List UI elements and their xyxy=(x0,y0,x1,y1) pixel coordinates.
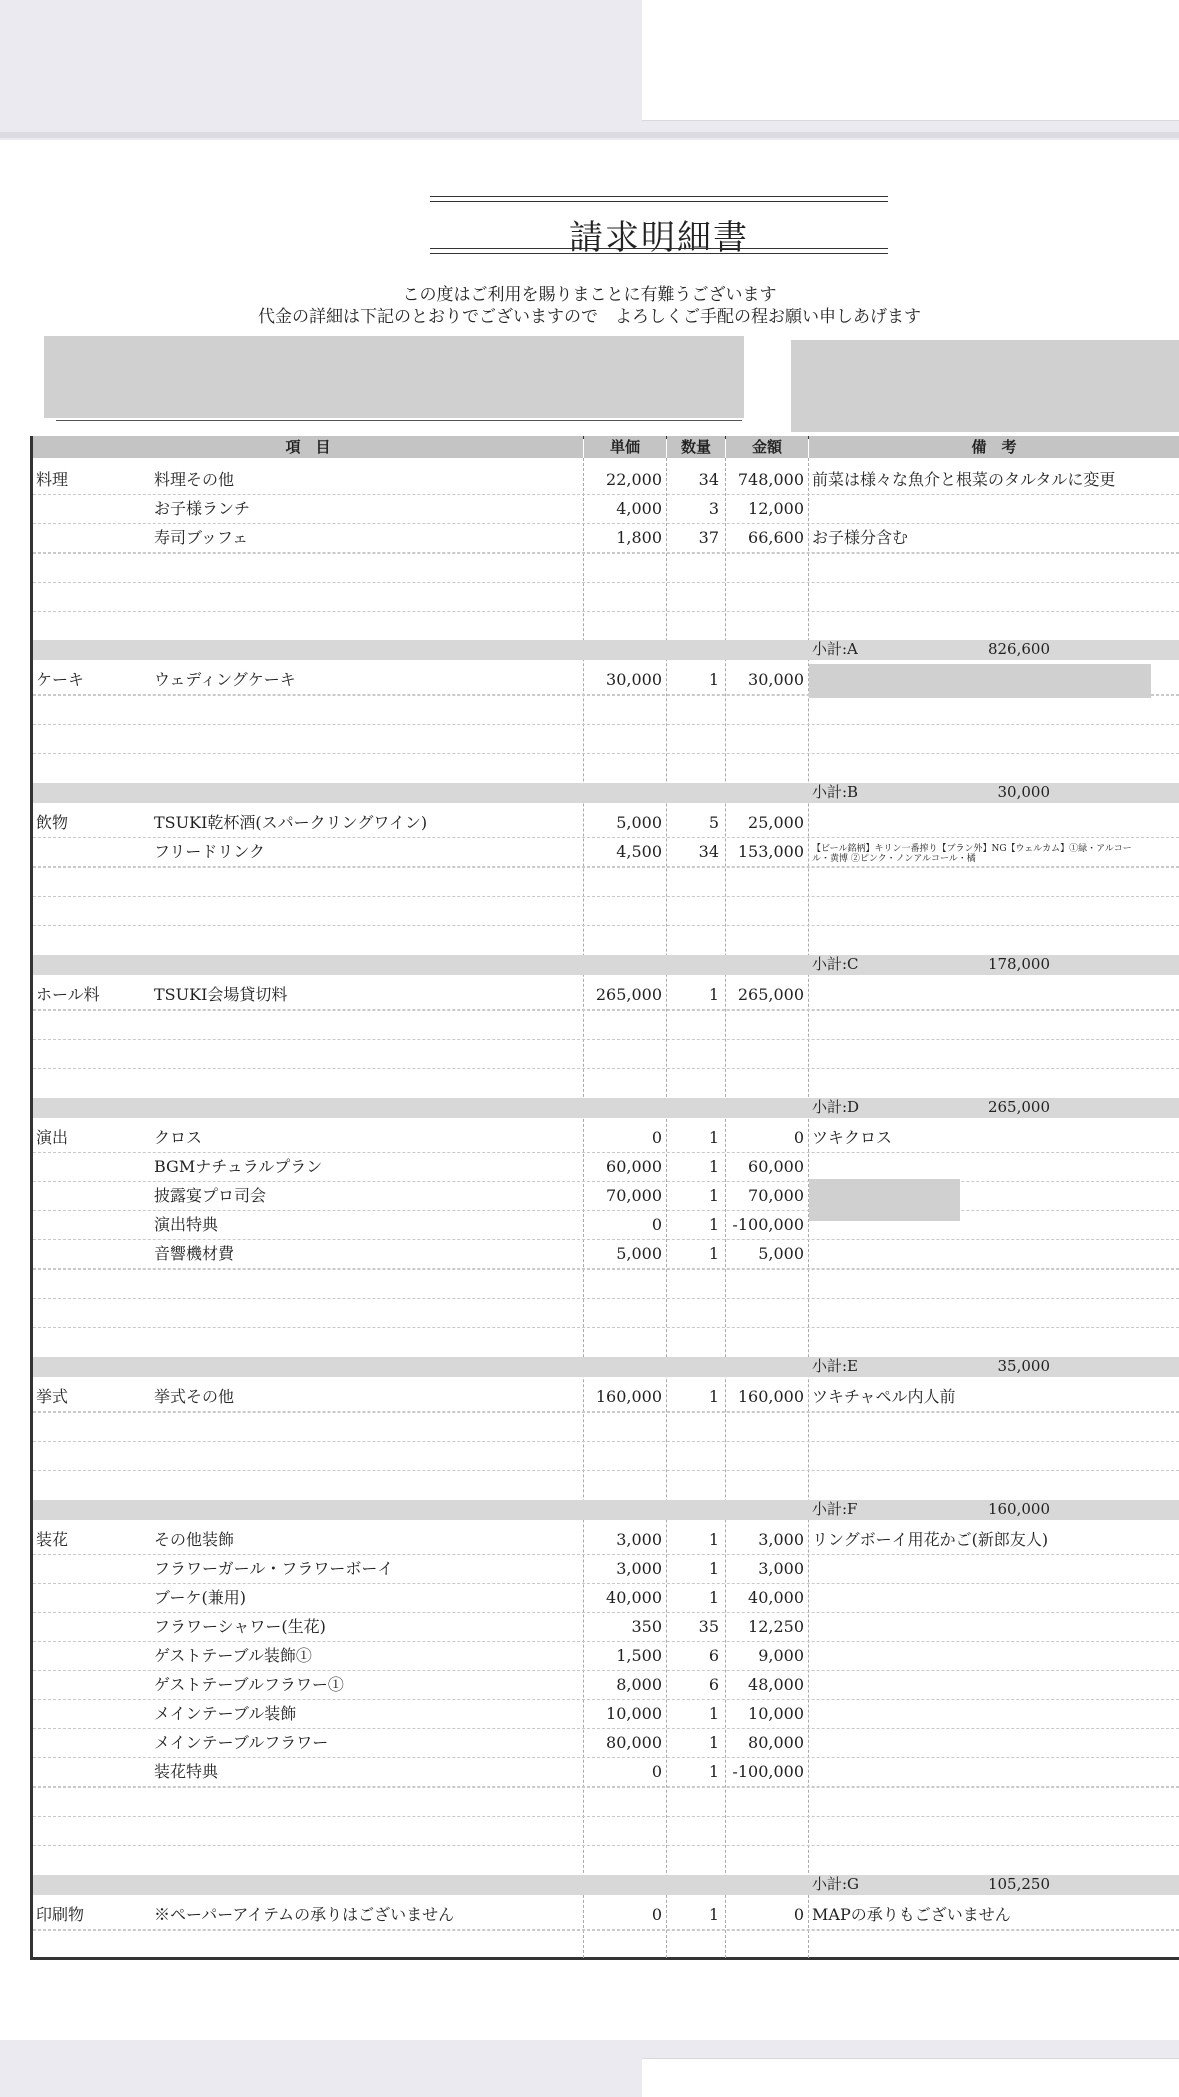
quantity: 1 xyxy=(708,1186,719,1205)
row-divider xyxy=(33,867,1179,868)
unit-price: 0 xyxy=(651,1128,662,1147)
unit-price: 265,000 xyxy=(595,985,662,1004)
unit-price: 1,500 xyxy=(616,1646,662,1665)
item-name: メインテーブル装飾 xyxy=(154,1704,297,1723)
category-label: 印刷物 xyxy=(36,1905,85,1924)
quantity: 1 xyxy=(708,1559,719,1578)
quantity: 1 xyxy=(708,1588,719,1607)
row-divider xyxy=(33,925,1179,926)
amount: 3,000 xyxy=(758,1530,804,1549)
row-divider xyxy=(33,1441,1179,1442)
unit-price: 1,800 xyxy=(616,528,662,547)
amount: 25,000 xyxy=(748,813,804,832)
remark: ツキクロス xyxy=(812,1128,893,1147)
unit-price: 0 xyxy=(651,1215,662,1234)
item-name: クロス xyxy=(154,1128,203,1147)
item-name: 挙式その他 xyxy=(154,1387,235,1406)
quantity: 1 xyxy=(708,1733,719,1752)
amount: 30,000 xyxy=(748,670,804,689)
row-divider xyxy=(33,1269,1179,1270)
quantity: 1 xyxy=(708,1905,719,1924)
unit-price: 4,000 xyxy=(616,499,662,518)
item-name: 装花特典 xyxy=(154,1762,219,1781)
item-name: TSUKI会場貸切料 xyxy=(154,985,288,1004)
subtotal-label: 小計:G xyxy=(812,1875,860,1893)
unit-price: 8,000 xyxy=(616,1675,662,1694)
subtotal-value: 160,000 xyxy=(987,1500,1050,1518)
row-divider xyxy=(33,1845,1179,1846)
row-divider xyxy=(33,1787,1179,1788)
amount: 66,600 xyxy=(748,528,804,547)
amount: 70,000 xyxy=(748,1186,804,1205)
unit-price: 22,000 xyxy=(606,470,662,489)
unit-price: 0 xyxy=(651,1905,662,1924)
amount: 48,000 xyxy=(748,1675,804,1694)
amount: -100,000 xyxy=(732,1215,804,1234)
item-name: お子様ランチ xyxy=(154,499,251,518)
item-name: ゲストテーブルフラワー① xyxy=(154,1675,344,1694)
amount: 10,000 xyxy=(748,1704,804,1723)
item-name: 披露宴プロ司会 xyxy=(154,1186,267,1205)
customer-underline xyxy=(56,420,742,421)
remark: お子様分含む xyxy=(812,528,909,547)
quantity: 37 xyxy=(698,528,719,547)
quantity: 1 xyxy=(708,1244,719,1263)
remark: ツキチャペル内人前 xyxy=(812,1387,956,1406)
subtotal-label: 小計:A xyxy=(812,640,858,658)
item-name: ブーケ(兼用) xyxy=(154,1588,247,1607)
header-amount: 金額 xyxy=(726,436,808,458)
category-label: ケーキ xyxy=(36,670,85,689)
title-block xyxy=(430,196,888,258)
quantity: 1 xyxy=(708,1704,719,1723)
row-divider xyxy=(33,1298,1179,1299)
document-title: 請求明細書 xyxy=(569,218,749,258)
quantity: 6 xyxy=(708,1646,719,1665)
category-label: 飲物 xyxy=(36,813,69,832)
remark: リングボーイ用花かご(新郎友人) xyxy=(812,1530,1049,1549)
quantity: 1 xyxy=(708,1530,719,1549)
category-label: 料理 xyxy=(36,470,69,489)
item-name: ゲストテーブル装飾① xyxy=(154,1646,312,1665)
item-name: 音響機材費 xyxy=(154,1244,235,1263)
quantity: 1 xyxy=(708,1762,719,1781)
item-name: ※ペーパーアイテムの承りはございません xyxy=(154,1905,455,1924)
unit-price: 10,000 xyxy=(606,1704,662,1723)
subtotal-value: 826,600 xyxy=(987,640,1050,658)
header-remarks: 備 考 xyxy=(809,436,1179,458)
row-divider xyxy=(33,1039,1179,1040)
amount: 153,000 xyxy=(737,842,804,861)
item-name: フラワーガール・フラワーボーイ xyxy=(154,1559,394,1578)
item-name: ウェディングケーキ xyxy=(154,670,296,689)
subtotal-value: 105,250 xyxy=(987,1875,1050,1893)
row-divider xyxy=(33,1010,1179,1011)
unit-price: 30,000 xyxy=(606,670,662,689)
subtotal-value: 30,000 xyxy=(997,783,1050,801)
row-divider xyxy=(33,724,1179,725)
row-divider xyxy=(33,1327,1179,1328)
unit-price: 4,500 xyxy=(616,842,662,861)
unit-price: 0 xyxy=(651,1762,662,1781)
subtotal-value: 35,000 xyxy=(997,1357,1050,1375)
amount: 60,000 xyxy=(748,1157,804,1176)
row-divider xyxy=(33,582,1179,583)
row-divider xyxy=(33,1412,1179,1413)
amount: 80,000 xyxy=(748,1733,804,1752)
quantity: 34 xyxy=(698,842,719,861)
unit-price: 40,000 xyxy=(606,1588,662,1607)
amount: 9,000 xyxy=(758,1646,804,1665)
page-gap xyxy=(0,132,1179,138)
redacted-mc-remark xyxy=(809,1179,960,1221)
item-name: 寿司ブッフェ xyxy=(154,528,249,547)
quantity: 1 xyxy=(708,985,719,1004)
unit-price: 60,000 xyxy=(606,1157,662,1176)
amount: 160,000 xyxy=(737,1387,804,1406)
item-name: 料理その他 xyxy=(154,470,235,489)
amount: 12,000 xyxy=(748,499,804,518)
remark: 【ビール銘柄】キリン一番搾り【ブラン外】NG【ウェルカム】①緑・アルコール・黄博 ②ピンク・ノンアルコール・橘 xyxy=(812,844,1132,864)
item-name: 演出特典 xyxy=(154,1215,219,1234)
item-name: その他装飾 xyxy=(154,1530,235,1549)
unit-price: 80,000 xyxy=(606,1733,662,1752)
redacted-info-right xyxy=(791,340,1179,432)
unit-price: 3,000 xyxy=(616,1530,662,1549)
quantity: 35 xyxy=(698,1617,719,1636)
category-label: ホール料 xyxy=(36,985,100,1004)
intro-line-2: 代金の詳細は下記のとおりでございますので よろしくご手配の程お願い申しあげます xyxy=(258,307,921,327)
unit-price: 5,000 xyxy=(616,1244,662,1263)
category-label: 装花 xyxy=(36,1530,69,1549)
amount: 3,000 xyxy=(758,1559,804,1578)
quantity: 34 xyxy=(698,470,719,489)
item-name: メインテーブルフラワー xyxy=(154,1733,329,1752)
subtotal-label: 小計:F xyxy=(812,1500,858,1518)
unit-price: 3,000 xyxy=(616,1559,662,1578)
quantity: 5 xyxy=(708,813,719,832)
quantity: 1 xyxy=(708,1157,719,1176)
header-item: 項 目 xyxy=(33,436,583,458)
header-qty: 数量 xyxy=(667,436,725,458)
quantity: 1 xyxy=(708,1215,719,1234)
item-name: フリードリンク xyxy=(154,842,266,861)
amount: 12,250 xyxy=(748,1617,804,1636)
subtotal-label: 小計:D xyxy=(812,1098,860,1116)
unit-price: 160,000 xyxy=(595,1387,662,1406)
row-divider xyxy=(33,753,1179,754)
quantity: 1 xyxy=(708,1128,719,1147)
row-divider xyxy=(33,611,1179,612)
item-name: フラワーシャワー(生花) xyxy=(154,1617,326,1636)
quantity: 1 xyxy=(708,1387,719,1406)
category-label: 演出 xyxy=(36,1128,69,1147)
remark: 前菜は様々な魚介と根菜のタルタルに変更 xyxy=(812,470,1116,489)
item-name: TSUKI乾杯酒(スパークリングワイン) xyxy=(154,813,428,832)
subtotal-value: 265,000 xyxy=(987,1098,1050,1116)
row-divider xyxy=(33,1068,1179,1069)
quantity: 3 xyxy=(708,499,719,518)
amount: 0 xyxy=(793,1905,804,1924)
category-label: 挙式 xyxy=(36,1387,69,1406)
amount: 40,000 xyxy=(748,1588,804,1607)
amount: 0 xyxy=(793,1128,804,1147)
row-divider xyxy=(33,553,1179,554)
unit-price: 70,000 xyxy=(606,1186,662,1205)
row-divider xyxy=(33,896,1179,897)
next-page-card xyxy=(642,2058,1179,2097)
subtotal-label: 小計:C xyxy=(812,955,859,973)
amount: 748,000 xyxy=(737,470,804,489)
intro-line-1: この度はご利用を賜りまことに有難うございます xyxy=(402,285,777,305)
subtotal-label: 小計:B xyxy=(812,783,859,801)
amount: 5,000 xyxy=(758,1244,804,1263)
quantity: 1 xyxy=(708,670,719,689)
row-divider xyxy=(33,1470,1179,1471)
redacted-customer-info xyxy=(44,336,744,418)
quantity: 6 xyxy=(708,1675,719,1694)
redacted-cake-remark xyxy=(809,664,1151,698)
unit-price: 350 xyxy=(631,1617,662,1636)
previous-page-card xyxy=(642,0,1179,121)
subtotal-label: 小計:E xyxy=(812,1357,859,1375)
remark: MAPの承りもございません xyxy=(812,1905,1011,1924)
header-unit-price: 単価 xyxy=(584,436,666,458)
amount: -100,000 xyxy=(732,1762,804,1781)
subtotal-value: 178,000 xyxy=(987,955,1050,973)
row-divider xyxy=(33,1816,1179,1817)
row-divider xyxy=(33,1930,1179,1931)
item-name: BGMナチュラルプラン xyxy=(154,1157,323,1176)
amount: 265,000 xyxy=(737,985,804,1004)
unit-price: 5,000 xyxy=(616,813,662,832)
